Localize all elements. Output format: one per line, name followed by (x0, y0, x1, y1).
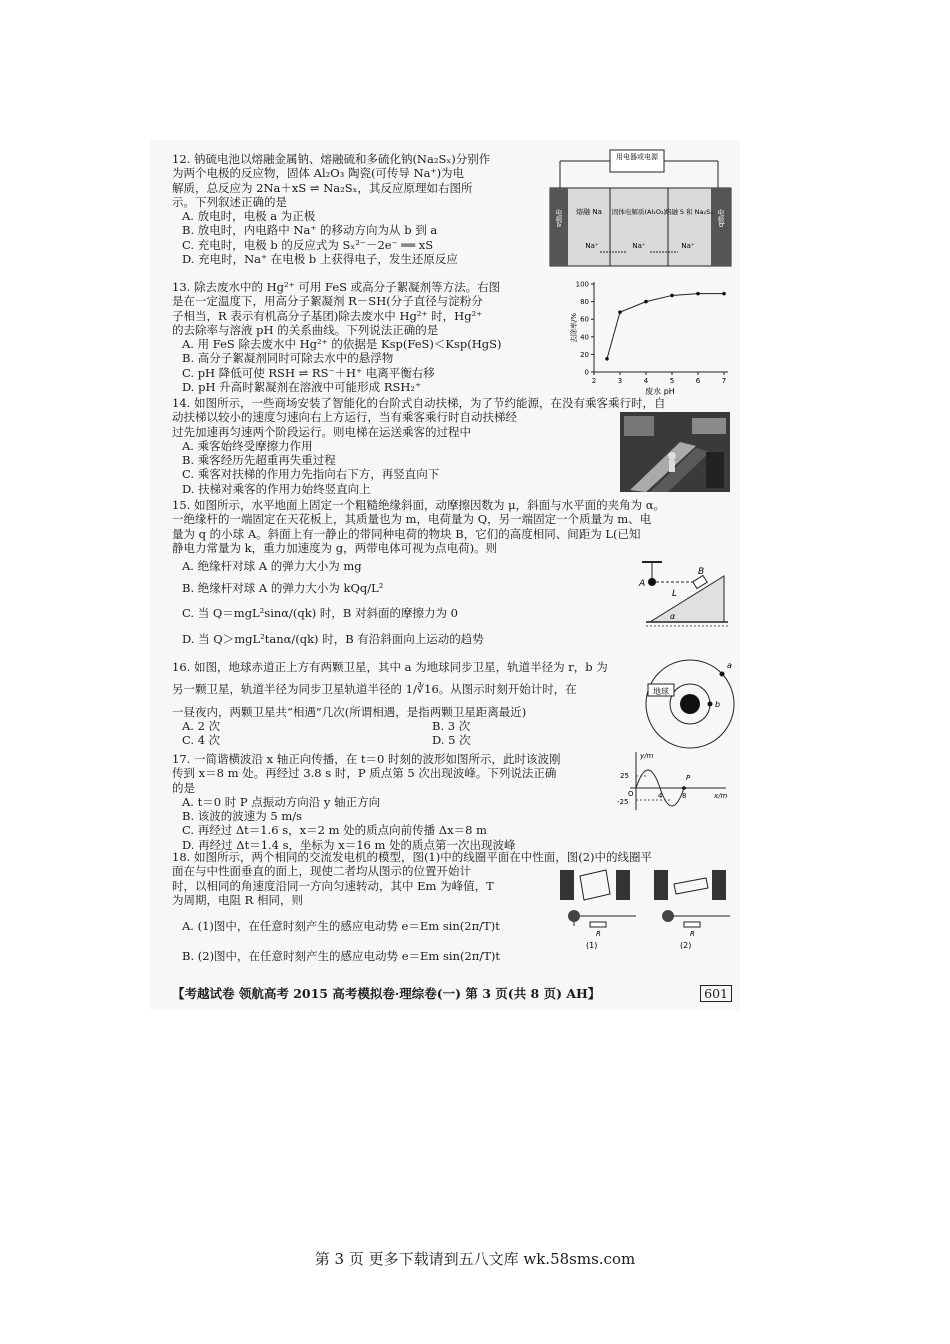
q17-line: 传到 x＝8 m 处。再经过 3.8 s 时，P 质点第 5 次出现波峰。下列说法正确 (172, 766, 557, 781)
y-tick-label: 80 (580, 298, 589, 307)
q13-line: 的去除率与溶液 pH 的关系曲线。下列说法正确的是 (172, 322, 439, 337)
q18-option-a: A. (1)图中，在任意时刻产生的感应电动势 e＝Em sin(2π/T)t (182, 919, 500, 934)
q17-option-d: D. 再经过 Δt＝1.4 s，坐标为 x＝16 m 处的质点第一次出现波峰 (182, 837, 516, 852)
y-tick-label: 20 (580, 350, 589, 359)
q12-option-c: C. 充电时，电极 b 的反应式为 Sₓ²⁻－2e⁻ ══ xS (182, 237, 434, 252)
earth-label: 地球 (653, 687, 669, 696)
generator-1-caption: (1) (586, 941, 598, 950)
q13-line: 13. 除去废水中的 Hg²⁺ 可用 FeS 或高分子絮凝剂等方法。右图 (172, 280, 501, 294)
x-tick-label: 7 (721, 377, 727, 385)
ball-a (648, 578, 656, 586)
ion-label: Na⁺ (632, 242, 646, 250)
x-tick-label: 3 (617, 377, 623, 385)
satellite-b (708, 702, 713, 707)
q18-line: 面在与中性面垂直的面上，现使二者均从图示的位置开始计 (172, 864, 471, 879)
q13-option-a: A. 用 FeS 除去废水中 Hg²⁺ 的依据是 Ksp(FeS)＜Ksp(HgS) (182, 337, 502, 352)
block-b (693, 575, 707, 588)
y-tick-label: 100 (575, 280, 589, 289)
download-note: 第 3 页 更多下载请到五八文库 wk.58sms.com (314, 1250, 636, 1268)
satellite-orbit-diagram (640, 654, 740, 750)
resistor-1-label: R (596, 930, 601, 938)
q16-option-c: C. 4 次 (182, 733, 221, 748)
electrode-b-label: 电极b (717, 208, 725, 228)
q13-option-b: B. 高分子絮凝剂同时可除去水中的悬浮物 (182, 351, 394, 366)
q14-line: 动扶梯以较小的速度匀速向右上方运行，当有乘客乘行时自动扶梯经 (172, 410, 517, 425)
wave-x-label: x/m (714, 792, 728, 800)
q14-option-b: B. 乘客经历先超重再失重过程 (182, 453, 336, 468)
q18-line: 18. 如图所示，两个相同的交流发电机的模型，图(1)中的线圈平面在中性面，图(2)中的线圈平 (172, 850, 653, 864)
angle-label: α (670, 612, 676, 621)
q12-line: 为两个电极的反应物，固体 Al₂O₃ 陶瓷(可传导 Na⁺)为电 (172, 166, 465, 181)
q12-line: 解质，总反应为 2Na＋xS ⇌ Na₂Sₓ，其反应原理如右图所 (172, 180, 473, 195)
y-tick-label: 40 (580, 333, 589, 342)
incline-diagram (628, 556, 732, 630)
mid-cell-label: 固体电解质(Al₂O₃) (611, 208, 667, 216)
q15-option-d: D. 当 Q＞mgL²tanα/(qk) 时，B 有沿斜面向上运动的趋势 (182, 632, 484, 647)
generator-2-caption: (2) (680, 941, 692, 950)
q15-line: 一绝缘杆的一端固定在天花板上，其质量也为 m，电荷量为 Q，另一端固定一个质量为 m、电 (172, 512, 652, 527)
point-p (682, 786, 686, 790)
question-16 (172, 660, 622, 747)
q13-option-d: D. pH 升高时絮凝剂在溶液中可能形成 RSH₂⁺ (182, 380, 422, 395)
q13-line: 是在一定温度下，用高分子絮凝剂 R－SH(分子直径与淀粉分 (172, 294, 483, 309)
x-tick-label: 2 (591, 377, 597, 385)
q15-option-a: A. 绝缘杆对球 A 的弹力大小为 mg (182, 559, 362, 574)
question-13 (172, 280, 582, 394)
data-point (618, 310, 622, 314)
q15-line: 量为 q 的小球 A。斜面上有一静止的带同种电荷的物块 B，它们的高度相同、间距为 L(已知 (172, 526, 641, 541)
escalator-photo (620, 412, 730, 492)
satellite-a (720, 672, 725, 677)
wave-y-25: 25 (620, 772, 629, 780)
wave-x-4: 4 (658, 792, 663, 800)
y-tick-label: 60 (580, 315, 589, 324)
q13-line: 子相当，R 表示有机高分子基团)除去废水中 Hg²⁺ 时，Hg²⁺ (172, 308, 483, 323)
footer-code: 601 (700, 985, 732, 1002)
generator-diagrams (556, 866, 734, 950)
ion-label: Na⁺ (585, 242, 599, 250)
ion-label: Na⁺ (681, 242, 695, 250)
ball-a-label: A (639, 579, 646, 589)
q18-option-b: B. (2)图中，在任意时刻产生的感应电动势 e＝Em sin(2π/T)t (182, 949, 500, 964)
removal-rate-series (607, 294, 724, 359)
y-axis-label: 去除率/% (570, 312, 578, 344)
satellite-a-label: a (727, 661, 732, 670)
q16-option-d: D. 5 次 (432, 733, 471, 748)
data-point (670, 294, 674, 298)
removal-rate-chart (568, 276, 738, 400)
q17-line: 17. 一简谐横波沿 x 轴正向传播，在 t＝0 时刻的波形如图所示，此时该波刚 (172, 752, 561, 766)
q16-line: 16. 如图，地球赤道正上方有两颗卫星，其中 a 为地球同步卫星，轨道半径为 r，b 为 (172, 660, 608, 674)
wave-origin: O (628, 790, 634, 798)
resistor-2-label: R (690, 930, 695, 938)
footer-text: 【考越试卷 领航高考 2015 高考模拟卷·理综卷(一) 第 3 页(共 8 页) AH】 (172, 986, 601, 1001)
q12-line: 12. 钠硫电池以熔融金属钠、熔融硫和多硫化钠(Na₂Sₓ)分别作 (172, 152, 491, 166)
question-12 (172, 152, 612, 266)
y-tick-label: 0 (584, 368, 589, 377)
generator-1 (560, 870, 636, 950)
wave-diagram (614, 748, 734, 814)
data-point (722, 292, 726, 296)
data-point (644, 300, 648, 304)
question-17 (172, 752, 612, 852)
data-point (696, 292, 700, 296)
generator-2 (654, 870, 730, 950)
q14-option-a: A. 乘客始终受摩擦力作用 (182, 438, 313, 453)
q17-option-a: A. t＝0 时 P 点振动方向沿 y 轴正方向 (182, 794, 381, 809)
x-tick-label: 5 (669, 377, 675, 385)
q16-line: 另一颗卫星，轨道半径为同步卫星轨道半径的 1/∛16。从图示时刻开始计时，在 (172, 682, 577, 697)
x-tick-label: 4 (643, 377, 649, 385)
q16-option-b: B. 3 次 (432, 718, 471, 733)
q12-option-b: B. 放电时，内电路中 Na⁺ 的移动方向为从 b 到 a (182, 223, 438, 238)
q13-option-c: C. pH 降低可使 RSH ⇌ RS⁻＋H⁺ 电离平衡右移 (182, 365, 435, 380)
q16-line: 一昼夜内，两颗卫星共“相遇”几次(所谓相遇，是指两颗卫星距离最近) (172, 704, 527, 719)
earth (680, 694, 700, 714)
q14-line: 14. 如图所示，一些商场安装了智能化的台阶式自动扶梯，为了节约能源，在没有乘客乘行时，自 (172, 396, 666, 410)
q17-option-c: C. 再经过 Δt＝1.6 s，x＝2 m 处的质点向前传播 Δx＝8 m (182, 823, 487, 838)
load-label: 用电器或电源 (616, 153, 658, 161)
q17-option-b: B. 该波的波速为 5 m/s (182, 809, 303, 824)
q15-option-c: C. 当 Q＝mgL²sinα/(qk) 时，B 对斜面的摩擦力为 0 (182, 605, 458, 620)
electrode-a-label: 电极a (555, 208, 563, 228)
q18-line: 时，以相同的角速度沿同一方向匀速转动，其中 Em 为峰值，T (172, 878, 494, 893)
exam-footer (172, 984, 732, 1002)
battery-diagram (548, 148, 733, 270)
wave-p-label: P (686, 774, 691, 782)
block-b-label: B (698, 567, 705, 577)
incline (650, 576, 724, 622)
wave-y-neg25: -25 (617, 798, 629, 806)
q18-line: 为周期，电阻 R 相同，则 (172, 892, 303, 907)
satellite-b-label: b (715, 700, 721, 709)
distance-label: L (672, 589, 678, 599)
q14-option-d: D. 扶梯对乘客的作用力始终竖直向上 (182, 481, 371, 496)
x-tick-label: 6 (695, 377, 701, 385)
q17-line: 的是 (172, 780, 195, 795)
q16-options (172, 719, 512, 748)
q14-line: 过先加速再匀速两个阶段运行。则电梯在运送乘客的过程中 (172, 424, 471, 439)
q12-option-a: A. 放电时，电极 a 为正极 (182, 209, 316, 224)
q12-option-d: D. 充电时，Na⁺ 在电极 b 上获得电子，发生还原反应 (182, 252, 458, 267)
q15-option-b: B. 绝缘杆对球 A 的弹力大小为 kQq/L² (182, 581, 384, 596)
wave-x-8: 8 (682, 792, 687, 800)
q12-line: 示。下列叙述正确的是 (172, 194, 287, 209)
data-point (605, 357, 609, 361)
wave-y-label: y/m (640, 752, 654, 760)
q16-option-a: A. 2 次 (182, 718, 221, 733)
left-cell-label: 熔融 Na (576, 208, 602, 216)
right-cell-label: 熔融 S 和 Na₂Sₓ (664, 208, 714, 216)
q15-line: 静电力常量为 k，重力加速度为 g，两带电体可视为点电荷)。则 (172, 540, 498, 555)
q15-line: 15. 如图所示，水平地面上固定一个粗糙绝缘斜面，动摩擦因数为 μ，斜面与水平面的夹角为 α。 (172, 498, 665, 512)
q14-option-c: C. 乘客对扶梯的作用力先指向右下方，再竖直向下 (182, 467, 440, 482)
x-axis-label: 废水 pH (645, 387, 675, 396)
